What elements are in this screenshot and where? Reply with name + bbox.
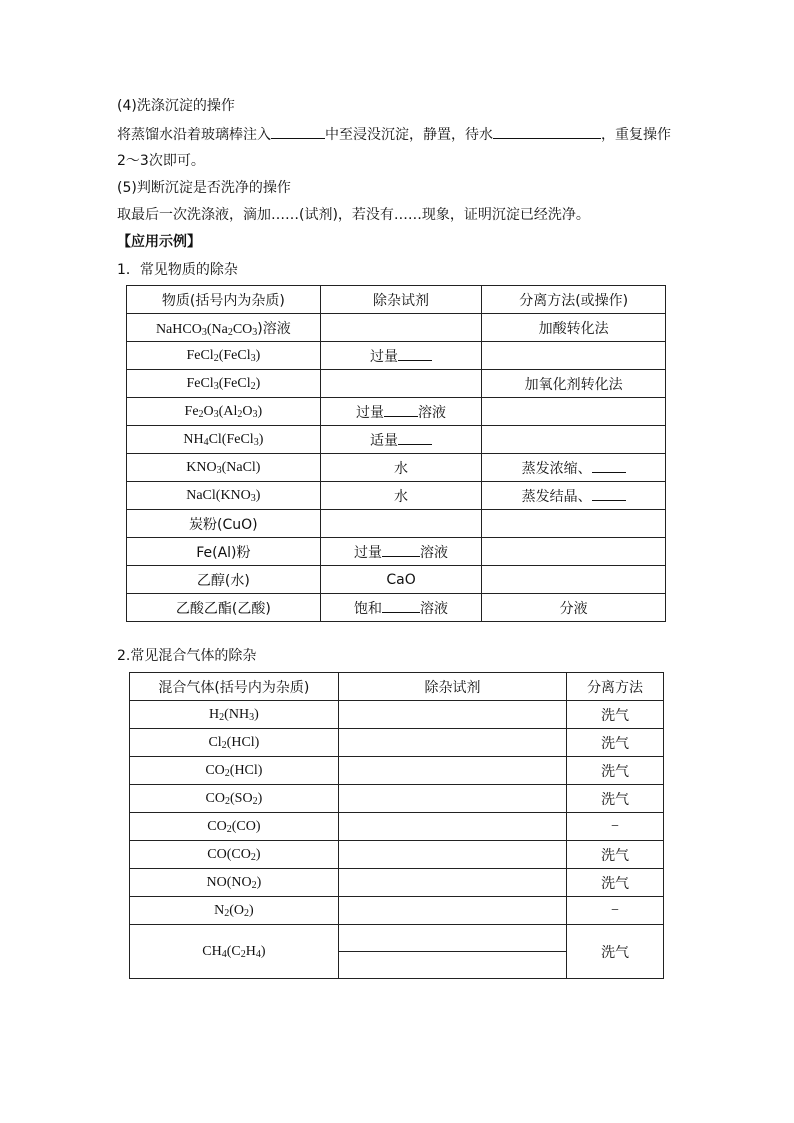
reagent-cell: 过量 — [320, 342, 482, 370]
table-row — [127, 426, 666, 454]
method-blank[interactable] — [592, 460, 626, 473]
reagent-cell — [338, 925, 566, 979]
table-row — [127, 538, 666, 566]
table-row — [127, 454, 666, 482]
method-cell: 蒸发浓缩、 — [482, 454, 666, 482]
table-header-row — [130, 673, 664, 701]
gas-cell: $CO_2(HCl)$ — [130, 757, 339, 785]
examples-heading: 【应用示例】 — [117, 234, 201, 250]
gas-cell: $NO(NO_2)$ — [130, 869, 339, 897]
step4-repeat: 2～3次即可。 — [117, 153, 205, 169]
reagent-cell: 过量 溶液 — [320, 398, 482, 426]
reagent-cell[interactable] — [320, 314, 482, 342]
method-cell: 洗气 — [567, 785, 664, 813]
method-cell: 洗气 — [567, 925, 664, 979]
substance-cell: $NH_4Cl(FeCl_3)$ — [127, 426, 321, 454]
reagent-blank[interactable] — [382, 544, 420, 557]
table-row — [130, 897, 664, 925]
reagent-cell[interactable] — [320, 510, 482, 538]
header-substance: 物质(括号内为杂质) — [127, 286, 321, 314]
table-row — [130, 869, 664, 897]
reagent-blank[interactable] — [398, 432, 432, 445]
reagent-cell: 过量 溶液 — [320, 538, 482, 566]
step4-text — [117, 124, 671, 144]
table-row — [130, 729, 664, 757]
table-row — [130, 841, 664, 869]
reagent-cell[interactable] — [338, 785, 566, 813]
gas-cell: $CH_4(C_2H_4)$ — [130, 925, 339, 979]
table-row — [127, 510, 666, 538]
substance-cell: 炭粉(CuO) — [127, 510, 321, 538]
gas-cell: $Cl_2(HCl)$ — [130, 729, 339, 757]
method-cell: − — [567, 813, 664, 841]
header-method: 分离方法(或操作) — [482, 286, 666, 314]
step5-title: (5)判断沉淀是否洗净的操作 — [117, 180, 291, 196]
reagent-cell[interactable] — [338, 701, 566, 729]
reagent-cell[interactable] — [338, 729, 566, 757]
section2-title: 2.常见混合气体的除杂 — [117, 648, 257, 664]
blank-drain[interactable] — [493, 124, 601, 139]
table-row — [127, 482, 666, 510]
blank-solvent[interactable] — [271, 124, 325, 139]
gas-cell: $N_2(O_2)$ — [130, 897, 339, 925]
method-cell: 洗气 — [567, 729, 664, 757]
reagent-blank[interactable] — [384, 404, 418, 417]
table-row — [130, 701, 664, 729]
reagent-cell: 适量 — [320, 426, 482, 454]
reagent-line-1[interactable] — [339, 925, 566, 952]
method-cell: − — [567, 897, 664, 925]
step4-text-c: ，重复操作 — [601, 127, 671, 143]
reagent-cell[interactable] — [338, 897, 566, 925]
reagent-line-2[interactable] — [339, 952, 566, 978]
method-cell[interactable] — [482, 510, 666, 538]
gas-cell: $CO_2(SO_2)$ — [130, 785, 339, 813]
substance-purification-table — [126, 285, 666, 622]
substance-cell: $KNO_3(NaCl)$ — [127, 454, 321, 482]
gas-cell: $CO_2(CO)$ — [130, 813, 339, 841]
substance-cell: $NaHCO_3(Na_2CO_3)$溶液 — [127, 314, 321, 342]
reagent-cell: 水 — [320, 482, 482, 510]
header-method: 分离方法 — [567, 673, 664, 701]
substance-cell: $Fe_2O_3(Al_2O_3)$ — [127, 398, 321, 426]
table-row — [127, 370, 666, 398]
step4-title: (4)洗涤沉淀的操作 — [117, 98, 235, 114]
method-cell[interactable] — [482, 398, 666, 426]
section1-title: 1．常见物质的除杂 — [117, 262, 238, 278]
table-row — [127, 566, 666, 594]
substance-cell: Fe(Al)粉 — [127, 538, 321, 566]
method-blank[interactable] — [592, 488, 626, 501]
reagent-cell[interactable] — [320, 370, 482, 398]
method-cell: 洗气 — [567, 701, 664, 729]
reagent-cell: 饱和 溶液 — [320, 594, 482, 622]
table-row — [130, 813, 664, 841]
method-cell[interactable] — [482, 426, 666, 454]
header-gas: 混合气体(括号内为杂质) — [130, 673, 339, 701]
reagent-cell[interactable] — [338, 841, 566, 869]
method-cell: 洗气 — [567, 757, 664, 785]
reagent-blank[interactable] — [382, 600, 420, 613]
header-reagent: 除杂试剂 — [338, 673, 566, 701]
reagent-blank[interactable] — [398, 348, 432, 361]
substance-cell: 乙醇(水) — [127, 566, 321, 594]
gas-cell: $CO(CO_2)$ — [130, 841, 339, 869]
gas-purification-table — [129, 672, 664, 979]
method-cell: 加氧化剂转化法 — [482, 370, 666, 398]
reagent-cell[interactable] — [338, 813, 566, 841]
gas-cell: $H_2(NH_3)$ — [130, 701, 339, 729]
substance-cell: FeCl$_2$(FeCl$_3$) — [127, 342, 321, 370]
table-row — [127, 398, 666, 426]
step4-text-a: 将蒸馏水沿着玻璃棒注入 — [117, 127, 271, 143]
substance-cell: FeCl$_3$(FeCl$_2$) — [127, 370, 321, 398]
header-reagent: 除杂试剂 — [320, 286, 482, 314]
table-row — [130, 925, 664, 979]
step4-text-b: 中至浸没沉淀，静置，待水 — [325, 127, 493, 143]
method-cell[interactable] — [482, 566, 666, 594]
method-cell: 蒸发结晶、 — [482, 482, 666, 510]
method-cell: 洗气 — [567, 869, 664, 897]
reagent-cell: CaO — [320, 566, 482, 594]
step5-text: 取最后一次洗涤液，滴加……(试剂)，若没有……现象，证明沉淀已经洗净。 — [117, 207, 590, 223]
substance-cell: 乙酸乙酯(乙酸) — [127, 594, 321, 622]
substance-cell: $NaCl(KNO_3)$ — [127, 482, 321, 510]
method-cell: 分液 — [482, 594, 666, 622]
table-row — [130, 785, 664, 813]
table-row — [127, 314, 666, 342]
method-cell[interactable] — [482, 538, 666, 566]
method-cell[interactable] — [482, 342, 666, 370]
table-row — [127, 594, 666, 622]
method-cell: 加酸转化法 — [482, 314, 666, 342]
table-row — [130, 757, 664, 785]
table-header-row — [127, 286, 666, 314]
reagent-cell[interactable] — [338, 869, 566, 897]
reagent-cell: 水 — [320, 454, 482, 482]
table-row — [127, 342, 666, 370]
reagent-cell[interactable] — [338, 757, 566, 785]
method-cell: 洗气 — [567, 841, 664, 869]
